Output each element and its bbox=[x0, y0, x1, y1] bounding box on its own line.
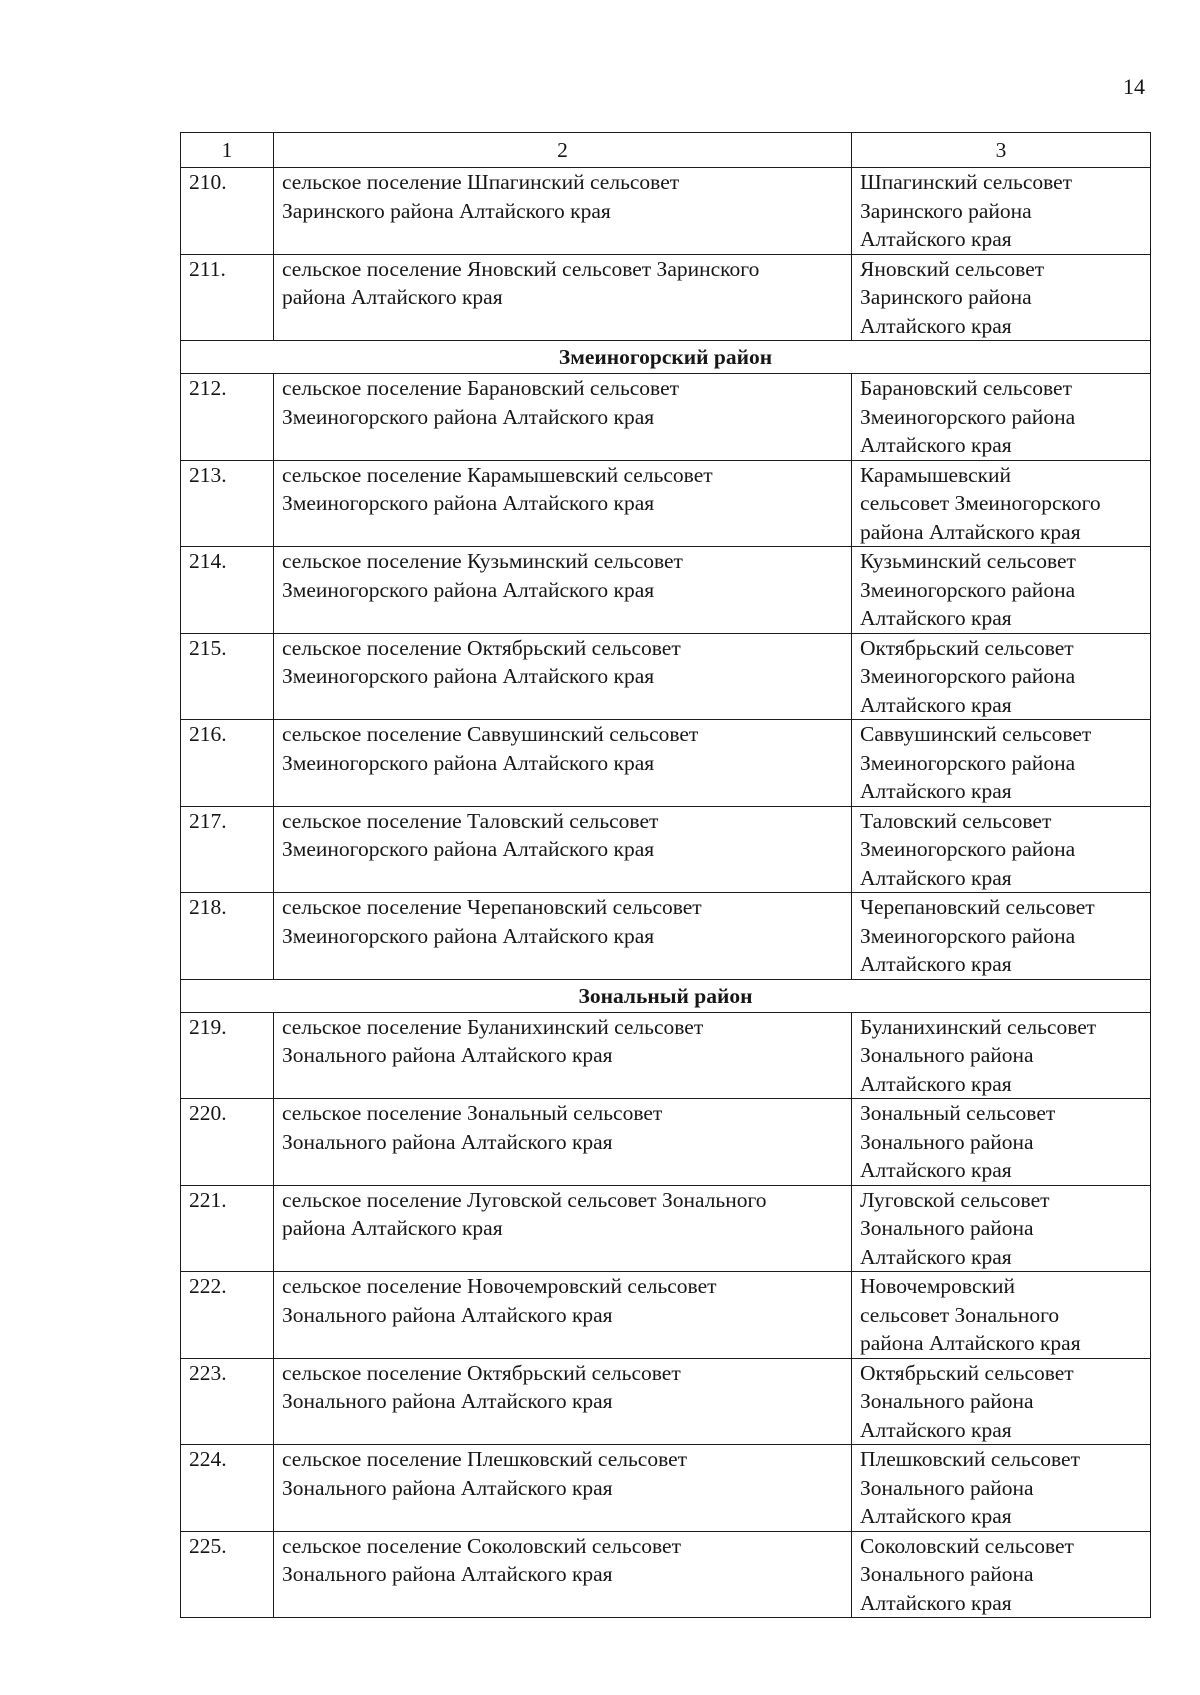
short-name-line: Буланихинский сельсовет bbox=[860, 1014, 1097, 1039]
short-name-line: Луговской сельсовет bbox=[860, 1187, 1050, 1212]
settlement-short-name bbox=[852, 806, 1151, 893]
short-name-line: Змеиногорского района bbox=[860, 404, 1076, 429]
short-name-line: Черепановский сельсовет bbox=[860, 895, 1095, 919]
short-name-line: Саввушинский сельсовет bbox=[860, 722, 1092, 746]
short-name-line: сельсовет Зонального bbox=[860, 1302, 1060, 1327]
full-name-line: сельское поселение Шпагинский сельсовет bbox=[282, 170, 680, 194]
table-row bbox=[181, 1272, 1151, 1359]
full-name-line: сельское поселение Буланихинский сельсовет bbox=[282, 1014, 704, 1039]
settlement-full-name bbox=[274, 1272, 852, 1359]
short-name-line: Алтайского края bbox=[860, 1504, 1012, 1528]
table-row bbox=[181, 1099, 1151, 1186]
settlement-full-name bbox=[274, 374, 852, 461]
settlement-full-name bbox=[274, 1185, 852, 1272]
short-name-line: Заринского района bbox=[860, 285, 1032, 309]
settlement-short-name bbox=[852, 168, 1151, 255]
row-number: 212. bbox=[181, 374, 274, 461]
short-name-line: Алтайского края bbox=[860, 1417, 1012, 1442]
full-name-line: сельское поселение Новочемровский сельсовет bbox=[282, 1274, 717, 1298]
full-name-line: сельское поселение Яновский сельсовет Заринского bbox=[282, 256, 760, 281]
short-name-line: района Алтайского края bbox=[860, 519, 1081, 544]
table-row bbox=[181, 1445, 1151, 1532]
full-name-line: сельское поселение Черепановский сельсовет bbox=[282, 895, 702, 919]
row-number: 219. bbox=[181, 1012, 274, 1099]
settlement-short-name bbox=[852, 1012, 1151, 1099]
short-name-line: Октябрьский сельсовет bbox=[860, 635, 1074, 660]
full-name-line: сельское поселение Луговской сельсовет Зонального bbox=[282, 1187, 767, 1212]
settlement-short-name bbox=[852, 254, 1151, 341]
table-row bbox=[181, 460, 1151, 547]
short-name-line: Октябрьский сельсовет bbox=[860, 1360, 1074, 1385]
settlement-short-name bbox=[852, 547, 1151, 634]
district-heading-row bbox=[181, 979, 1151, 1012]
full-name-line: Зонального района Алтайского края bbox=[282, 1475, 613, 1500]
short-name-line: Зонального района bbox=[860, 1475, 1034, 1500]
table-row bbox=[181, 1185, 1151, 1272]
short-name-line: Зонального района bbox=[860, 1389, 1034, 1413]
short-name-line: Зонального района bbox=[860, 1043, 1034, 1067]
short-name-line: Зональный сельсовет bbox=[860, 1101, 1056, 1125]
short-name-line: района Алтайского края bbox=[860, 1331, 1081, 1355]
short-name-line: Плешковский сельсовет bbox=[860, 1447, 1080, 1471]
row-number: 211. bbox=[181, 254, 274, 341]
settlement-full-name bbox=[274, 1099, 852, 1186]
settlement-short-name bbox=[852, 893, 1151, 980]
settlement-full-name bbox=[274, 1358, 852, 1445]
short-name-line: Алтайского края bbox=[860, 1244, 1012, 1269]
full-name-line: Змеиногорского района Алтайского края bbox=[282, 750, 655, 775]
district-heading: Змеиногорский район bbox=[181, 341, 1151, 374]
settlement-full-name bbox=[274, 547, 852, 634]
short-name-line: Алтайского края bbox=[860, 313, 1012, 338]
settlement-full-name bbox=[274, 254, 852, 341]
full-name-line: Змеиногорского района Алтайского края bbox=[282, 837, 655, 861]
settlement-short-name bbox=[852, 633, 1151, 720]
full-name-line: сельское поселение Кузьминский сельсовет bbox=[282, 549, 683, 573]
settlement-full-name bbox=[274, 720, 852, 807]
short-name-line: Алтайского края bbox=[860, 692, 1012, 717]
table-row bbox=[181, 254, 1151, 341]
full-name-line: Зонального района Алтайского края bbox=[282, 1302, 613, 1327]
settlement-short-name bbox=[852, 374, 1151, 461]
short-name-line: сельсовет Змеиногорского bbox=[860, 491, 1101, 515]
full-name-line: сельское поселение Таловский сельсовет bbox=[282, 808, 659, 833]
settlement-full-name bbox=[274, 893, 852, 980]
short-name-line: Заринского района bbox=[860, 198, 1032, 223]
full-name-line: сельское поселение Барановский сельсовет bbox=[282, 376, 680, 400]
short-name-line: Таловский сельсовет bbox=[860, 808, 1052, 833]
settlement-full-name bbox=[274, 806, 852, 893]
short-name-line: Зонального района bbox=[860, 1216, 1034, 1240]
short-name-line: Новочемровский bbox=[860, 1274, 1015, 1298]
table-row bbox=[181, 720, 1151, 807]
settlement-short-name bbox=[852, 1445, 1151, 1532]
column-header-short-name: 3 bbox=[852, 133, 1151, 168]
full-name-line: сельское поселение Октябрьский сельсовет bbox=[282, 635, 681, 660]
row-number: 210. bbox=[181, 168, 274, 255]
short-name-line: Змеиногорского района bbox=[860, 750, 1076, 775]
row-number: 220. bbox=[181, 1099, 274, 1186]
table-row bbox=[181, 547, 1151, 634]
short-name-line: Алтайского края bbox=[860, 952, 1012, 976]
settlement-full-name bbox=[274, 1531, 852, 1618]
full-name-line: Змеиногорского района Алтайского края bbox=[282, 664, 655, 688]
full-name-line: сельское поселение Карамышевский сельсовет bbox=[282, 462, 713, 487]
settlement-short-name bbox=[852, 1099, 1151, 1186]
full-name-line: Заринского района Алтайского края bbox=[282, 198, 611, 223]
full-name-line: сельское поселение Соколовский сельсовет bbox=[282, 1533, 681, 1558]
district-heading: Зональный район bbox=[181, 979, 1151, 1012]
short-name-line: Алтайского края bbox=[860, 1158, 1012, 1182]
row-number: 214. bbox=[181, 547, 274, 634]
settlement-short-name bbox=[852, 720, 1151, 807]
page-number: 14 bbox=[1123, 74, 1145, 99]
full-name-line: района Алтайского края bbox=[282, 285, 503, 309]
settlement-short-name bbox=[852, 1185, 1151, 1272]
short-name-line: Зонального района bbox=[860, 1129, 1034, 1154]
row-number: 213. bbox=[181, 460, 274, 547]
table-row bbox=[181, 806, 1151, 893]
column-header-row bbox=[181, 133, 1151, 168]
row-number: 217. bbox=[181, 806, 274, 893]
short-name-line: Змеиногорского района bbox=[860, 664, 1076, 688]
row-number: 222. bbox=[181, 1272, 274, 1359]
row-number: 225. bbox=[181, 1531, 274, 1618]
full-name-line: Змеиногорского района Алтайского края bbox=[282, 491, 655, 515]
settlement-full-name bbox=[274, 168, 852, 255]
short-name-line: Карамышевский bbox=[860, 462, 1012, 487]
row-number: 221. bbox=[181, 1185, 274, 1272]
settlement-full-name bbox=[274, 1445, 852, 1532]
full-name-line: сельское поселение Октябрьский сельсовет bbox=[282, 1360, 681, 1385]
row-number: 224. bbox=[181, 1445, 274, 1532]
full-name-line: сельское поселение Зональный сельсовет bbox=[282, 1101, 663, 1125]
table-row bbox=[181, 1531, 1151, 1618]
settlement-short-name bbox=[852, 460, 1151, 547]
short-name-line: Алтайского края bbox=[860, 779, 1012, 803]
full-name-line: Змеиногорского района Алтайского края bbox=[282, 577, 655, 602]
district-heading-row bbox=[181, 341, 1151, 374]
short-name-line: Змеиногорского района bbox=[860, 577, 1076, 602]
short-name-line: Алтайского края bbox=[860, 433, 1012, 457]
settlement-short-name bbox=[852, 1272, 1151, 1359]
settlements-table bbox=[180, 132, 1151, 1618]
full-name-line: Змеиногорского района Алтайского края bbox=[282, 404, 655, 429]
table-row bbox=[181, 1012, 1151, 1099]
short-name-line: Алтайского края bbox=[860, 1590, 1012, 1615]
row-number: 223. bbox=[181, 1358, 274, 1445]
short-name-line: Барановский сельсовет bbox=[860, 376, 1072, 400]
short-name-line: Алтайского края bbox=[860, 865, 1012, 890]
column-header-full-name: 2 bbox=[274, 133, 852, 168]
full-name-line: Зонального района Алтайского края bbox=[282, 1129, 613, 1154]
settlement-short-name bbox=[852, 1358, 1151, 1445]
settlements-table-body bbox=[181, 133, 1151, 1618]
settlement-full-name bbox=[274, 1012, 852, 1099]
full-name-line: Зонального района Алтайского края bbox=[282, 1043, 613, 1067]
full-name-line: Змеиногорского района Алтайского края bbox=[282, 923, 655, 948]
settlement-full-name bbox=[274, 460, 852, 547]
settlement-full-name bbox=[274, 633, 852, 720]
row-number: 218. bbox=[181, 893, 274, 980]
short-name-line: Змеиногорского района bbox=[860, 837, 1076, 861]
short-name-line: Алтайского края bbox=[860, 227, 1012, 251]
short-name-line: Соколовский сельсовет bbox=[860, 1533, 1074, 1558]
row-number: 215. bbox=[181, 633, 274, 720]
full-name-line: сельское поселение Плешковский сельсовет bbox=[282, 1447, 688, 1471]
short-name-line: Зонального района bbox=[860, 1562, 1034, 1586]
table-row bbox=[181, 374, 1151, 461]
full-name-line: Зонального района Алтайского края bbox=[282, 1562, 613, 1586]
short-name-line: Шпагинский сельсовет bbox=[860, 170, 1073, 194]
short-name-line: Алтайского края bbox=[860, 606, 1012, 630]
table-row bbox=[181, 1358, 1151, 1445]
table-row bbox=[181, 893, 1151, 980]
settlement-short-name bbox=[852, 1531, 1151, 1618]
full-name-line: сельское поселение Саввушинский сельсовет bbox=[282, 722, 699, 746]
short-name-line: Кузьминский сельсовет bbox=[860, 549, 1076, 573]
table-row bbox=[181, 168, 1151, 255]
table-row bbox=[181, 633, 1151, 720]
row-number: 216. bbox=[181, 720, 274, 807]
full-name-line: Зонального района Алтайского края bbox=[282, 1389, 613, 1413]
short-name-line: Алтайского края bbox=[860, 1071, 1012, 1096]
full-name-line: района Алтайского края bbox=[282, 1216, 503, 1240]
short-name-line: Яновский сельсовет bbox=[860, 256, 1045, 281]
short-name-line: Змеиногорского района bbox=[860, 923, 1076, 948]
column-header-number: 1 bbox=[181, 133, 274, 168]
